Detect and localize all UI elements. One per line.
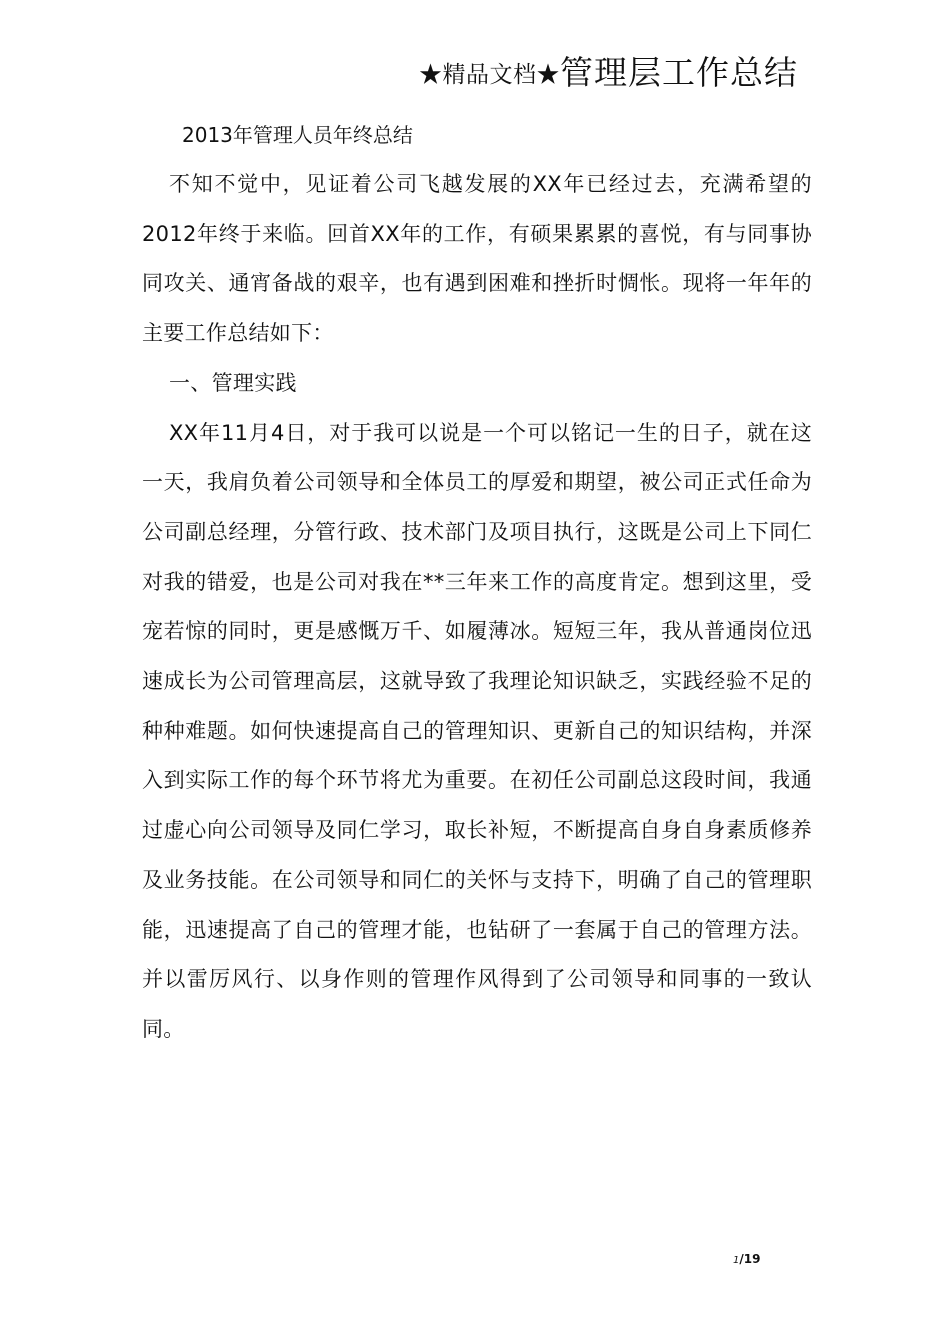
page-number [733, 1252, 760, 1266]
document-header [419, 53, 798, 92]
header-title: 管理层工作总结 [560, 53, 798, 92]
paragraph-intro: 不知不觉中，见证着公司飞越发展的XX年已经过去，充满希望的2012年终于来临。回首XX年的工作，有硕果累累的喜悦，有与同事协同攻关、通宵备战的艰辛，也有遇到困难和挫折时惆怅。现将一年年的主要工作总结如下： [142, 172, 812, 346]
section-heading: 一、管理实践 [169, 370, 297, 395]
header-label: ★精品文档★ [419, 62, 560, 88]
document-body [142, 160, 812, 1055]
page-number-total: /19 [739, 1252, 761, 1266]
paragraph-management-practice: XX年11月4日，对于我可以说是一个可以铭记一生的日子，就在这一天，我肩负着公司领导和全体员工的厚爱和期望，被公司正式任命为公司副总经理，分管行政、技术部门及项目执行，这既是公司上下同仁对我的错爱，也是公司对我在**三年来工作的高度肯定。想到这里，受宠若惊的同时，更是感慨万千、如履薄冰。短短三年，我从普通岗位迅速成长为公司管理高层，这就导致了我理论知识缺乏，实践经验不足的种种难题。如何快速提高自己的管理知识、更新自己的知识结构，并深入到实际工作的每个环节将尤为重要。在初任公司副总这段时间，我通过虚心向公司领导及同仁学习，取长补短，不断提高自身自身素质修养及业务技能。在公司领导和同仁的关怀与支持下，明确了自己的管理职能，迅速提高了自己的管理才能，也钻研了一套属于自己的管理方法。并以雷厉风行、以身作则的管理作风得到了公司领导和同事的一致认同。 [142, 420, 812, 1041]
page-number-current: 1 [733, 1255, 740, 1266]
document-subtitle: 2013年管理人员年终总结 [182, 123, 413, 147]
